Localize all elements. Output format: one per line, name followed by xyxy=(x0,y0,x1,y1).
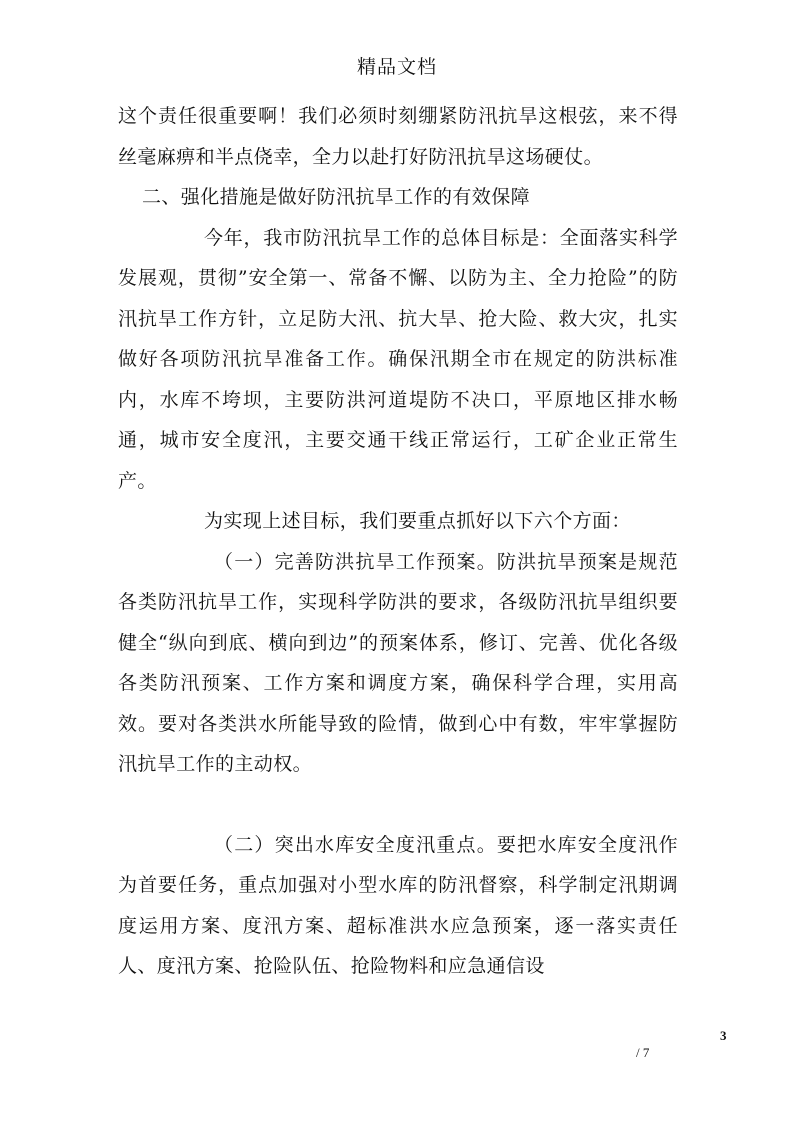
page-header-title: 精品文档 xyxy=(356,56,437,78)
paragraph-six-aspects: 为实现上述目标，我们要重点抓好以下六个方面： xyxy=(204,510,631,532)
section-heading-measures: 二、强化措施是做好防汛抗旱工作的有效保障 xyxy=(142,186,531,208)
paragraph-item-one: （一）完善防洪抗旱工作预案。防洪抗旱预案是规范各类防汛抗旱工作，实现科学防洪的要求，各级防汛抗旱组织要健全“纵向到底、横向到边”的预案体系，修订、完善、优化各级各类防汛预案、工作方案和调度方案，确保科学合理，实用高效。要对各类洪水所能导致的险情，做到心中有数，牢牢掌握防汛抗旱工作的主动权。 xyxy=(118,550,678,775)
page-number: 3 xyxy=(720,1028,727,1043)
document-body xyxy=(118,96,678,987)
paragraph-responsibility: 这个责任很重要啊！我们必须时刻绷紧防汛抗旱这根弦，来不得丝毫麻痹和半点侥幸，全力以赴打好防汛抗旱这场硬仗。 xyxy=(118,105,678,168)
paragraph-item-two: （二）突出水库安全度汛重点。要把水库安全度汛作为首要任务，重点加强对小型水库的防汛督察，科学制定汛期调度运用方案、度汛方案、超标准洪水应急预案，逐一落实责任人、度汛方案、抢险队伍、抢险物料和应急通信设 xyxy=(118,833,678,977)
page-total: / 7 xyxy=(636,1045,650,1060)
paragraph-overall-goal: 今年，我市防汛抗旱工作的总体目标是：全面落实科学发展观，贯彻”安全第一、常备不懈、以防为主、全力抢险”的防汛抗旱工作方针，立足防大汛、抗大旱、抢大险、救大灾，扎实做好各项防汛抗旱准备工作。确保汛期全市在规定的防洪标准内，水库不垮坝，主要防洪河道堤防不决口，平原地区排水畅通，城市安全度汛，主要交通干线正常运行，工矿企业正常生产。 xyxy=(118,226,678,492)
